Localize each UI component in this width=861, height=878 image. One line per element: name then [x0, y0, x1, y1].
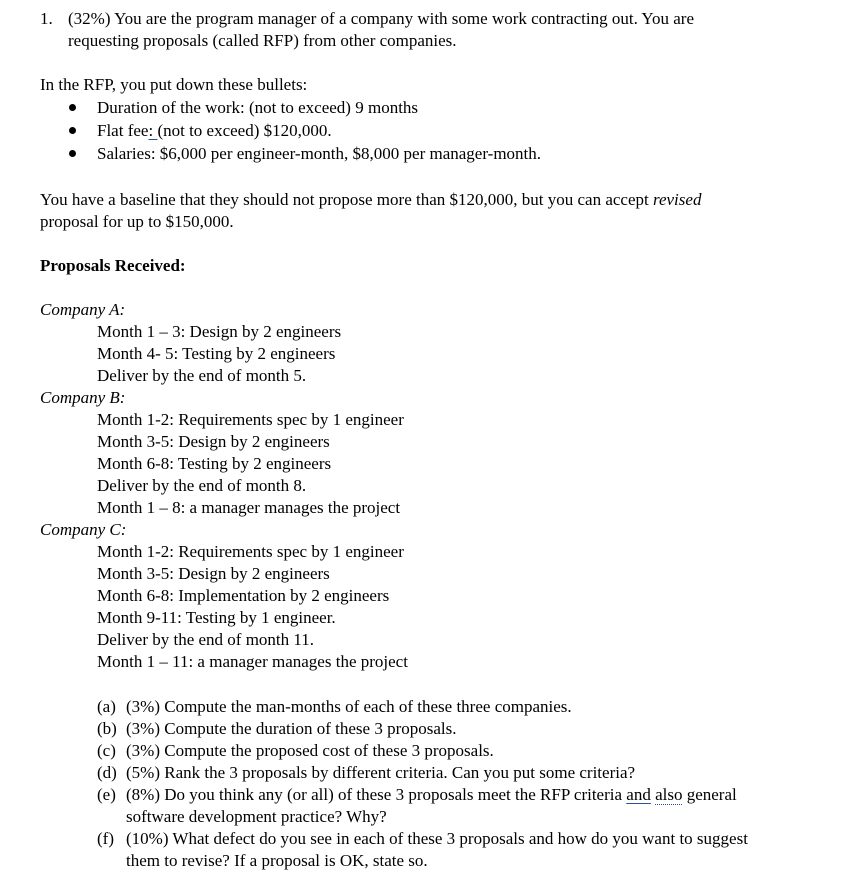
subq-e-line2: software development practice? Why? — [126, 807, 387, 826]
baseline-line2: proposal for up to $150,000. — [40, 212, 234, 231]
company-c-line: Month 1-2: Requirements spec by 1 engineer — [97, 542, 404, 561]
company-a-line: Month 1 – 3: Design by 2 engineers — [97, 322, 342, 341]
company-b-name: Company B: — [40, 388, 126, 407]
rfp-bullet-fee — [97, 120, 332, 142]
subq-a-label: (a) — [97, 697, 116, 716]
company-b-line: Month 6-8: Testing by 2 engineers — [97, 454, 332, 473]
subq-e-text-end: general — [682, 785, 737, 804]
subq-a-text: (3%) Compute the man-months of each of these three companies. — [126, 697, 572, 716]
company-a-name: Company A: — [40, 300, 126, 319]
bullet-dot — [69, 127, 76, 134]
subq-e-underlined-and: and — [626, 785, 651, 804]
company-c-line: Month 1 – 11: a manager manages the project — [97, 652, 408, 671]
company-c-line: Month 6-8: Implementation by 2 engineers — [97, 586, 390, 605]
subq-e-text: (8%) Do you think any (or all) of these 3 proposals meet the RFP criteria — [126, 785, 627, 804]
subq-d-label: (d) — [97, 763, 117, 782]
baseline-italic-revised: revised — [652, 190, 702, 209]
company-c-name: Company C: — [40, 520, 127, 539]
question-text-line1: (32%) You are the program manager of a company with some work contracting out. You are — [68, 9, 695, 28]
company-b-line: Month 1 – 8: a manager manages the project — [97, 498, 401, 517]
company-a-line: Deliver by the end of month 5. — [97, 366, 307, 385]
bullet-dot — [69, 150, 76, 157]
subq-c-text: (3%) Compute the proposed cost of these 3 proposals. — [126, 741, 494, 760]
subq-e-label: (e) — [97, 785, 116, 804]
subq-e-dotted-also: also — [655, 785, 683, 804]
fee-colon-marked: : — [148, 121, 158, 140]
rfp-intro: In the RFP, you put down these bullets: — [40, 75, 308, 94]
rfp-bullet-salaries: Salaries: $6,000 per engineer-month, $8,000 per manager-month. — [97, 144, 542, 163]
company-c-line: Month 9-11: Testing by 1 engineer. — [97, 608, 336, 627]
company-a-line: Month 4- 5: Testing by 2 engineers — [97, 344, 336, 363]
proposals-heading: Proposals Received: — [40, 256, 186, 275]
subq-f-line1: (10%) What defect do you see in each of these 3 proposals and how do you want to suggest — [126, 829, 748, 848]
company-b-line: Month 1-2: Requirements spec by 1 engineer — [97, 410, 404, 429]
company-c-line: Deliver by the end of month 11. — [97, 630, 315, 649]
subq-f-line2: them to revise? If a proposal is OK, state so. — [126, 851, 428, 870]
subq-c-label: (c) — [97, 741, 116, 760]
subq-b-text: (3%) Compute the duration of these 3 proposals. — [126, 719, 457, 738]
question-text-line2: requesting proposals (called RFP) from other companies. — [68, 31, 457, 50]
company-c-line: Month 3-5: Design by 2 engineers — [97, 564, 330, 583]
company-b-line: Deliver by the end of month 8. — [97, 476, 307, 495]
fee-label: Flat fee — [97, 121, 149, 140]
question-number: 1. — [40, 9, 53, 28]
rfp-bullet-duration: Duration of the work: (not to exceed) 9 months — [97, 98, 419, 117]
fee-value: (not to exceed) $120,000. — [157, 121, 332, 140]
subq-d-text: (5%) Rank the 3 proposals by different criteria. Can you put some criteria? — [126, 763, 636, 782]
company-b-line: Month 3-5: Design by 2 engineers — [97, 432, 330, 451]
subq-f-label: (f) — [97, 829, 114, 848]
subq-e-line1 — [126, 784, 737, 806]
baseline-line1 — [40, 189, 701, 211]
subq-b-label: (b) — [97, 719, 117, 738]
bullet-dot — [69, 104, 76, 111]
baseline-text: You have a baseline that they should not propose more than $120,000, but you can accept — [40, 190, 653, 209]
